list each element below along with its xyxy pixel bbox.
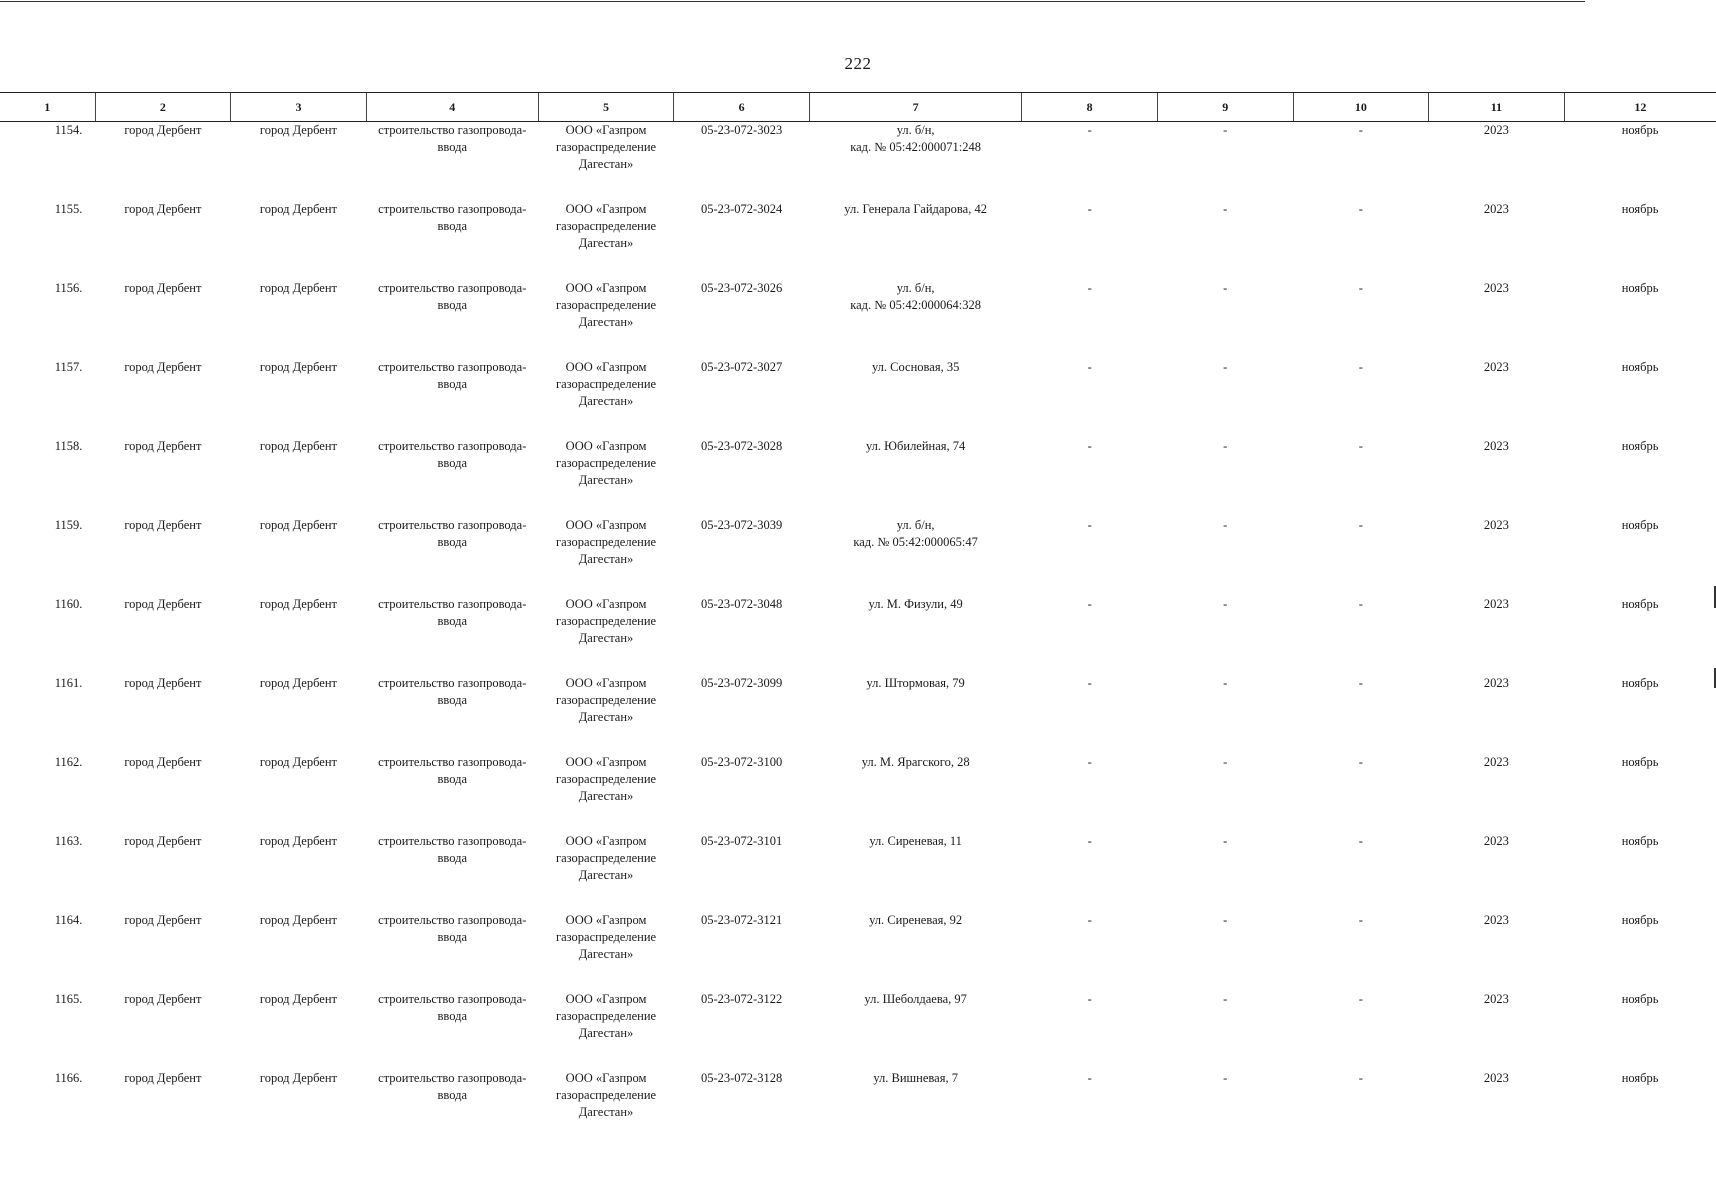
column-8-cell: - [1087,597,1092,611]
work-type-cell-line: строительство газопровода- [378,281,527,295]
month-cell: ноябрь [1621,597,1659,611]
operator-cell-line: газораспределение [555,219,657,233]
month-cell: ноябрь [1621,439,1659,453]
settlement-cell: город Дербент [259,202,337,216]
column-10-cell: - [1358,202,1363,216]
row-number: 1157. [54,360,83,374]
object-code-cell: 05-23-072-3048 [700,597,783,611]
object-code-cell: 05-23-072-3099 [700,676,783,690]
operator-cell-line: Дагестан» [578,789,634,803]
year-cell: 2023 [1483,439,1509,453]
operator-cell-line: газораспределение [555,851,657,865]
work-type-cell [366,833,538,912]
address-cell-line: ул. Юбилейная, 74 [865,439,966,453]
operator-cell-line: Дагестан» [578,236,634,250]
operator-cell [538,912,674,991]
object-code-cell: 05-23-072-3023 [700,123,783,137]
row-number: 1155. [54,202,83,216]
year-cell: 2023 [1483,518,1509,532]
year-cell: 2023 [1483,755,1509,769]
address-cell [809,675,1021,754]
settlement-cell: город Дербент [259,913,337,927]
operator-cell-line: ООО «Газпром [565,281,647,295]
row-number: 1159. [54,518,83,532]
column-9-cell: - [1223,834,1228,848]
table-row [0,517,1716,596]
column-9-cell: - [1223,676,1228,690]
operator-cell [538,438,674,517]
address-cell-line: ул. Сосновая, 35 [871,360,960,374]
column-8-cell: - [1087,913,1092,927]
municipality-cell: город Дербент [124,439,202,453]
row-number: 1160. [54,597,83,611]
municipality-cell: город Дербент [124,360,202,374]
work-type-cell [366,754,538,833]
operator-cell-line: газораспределение [555,930,657,944]
operator-cell-line: Дагестан» [578,157,634,171]
work-type-cell-line: строительство газопровода- [378,439,527,453]
column-header: 7 [809,93,1021,122]
year-cell: 2023 [1483,676,1509,690]
work-type-cell-line: строительство газопровода- [378,834,527,848]
object-code-cell: 05-23-072-3026 [700,281,783,295]
month-cell: ноябрь [1621,123,1659,137]
row-number: 1166. [54,1071,83,1085]
table-row [0,912,1716,991]
operator-cell-line: ООО «Газпром [565,913,647,927]
work-type-cell [366,991,538,1070]
operator-cell-line: ООО «Газпром [565,992,647,1006]
row-number: 1156. [54,281,83,295]
address-cell [809,201,1021,280]
column-8-cell: - [1087,360,1092,374]
settlement-cell: город Дербент [259,755,337,769]
settlement-cell: город Дербент [259,992,337,1006]
column-10-cell: - [1358,834,1363,848]
column-9-cell: - [1223,755,1228,769]
column-header: 6 [674,93,810,122]
operator-cell [538,280,674,359]
address-cell-line: ул. Сиреневая, 92 [869,913,963,927]
column-header: 1 [0,93,95,122]
column-header: 3 [231,93,367,122]
year-cell: 2023 [1483,834,1509,848]
column-9-cell: - [1223,1071,1228,1085]
address-cell-line: ул. б/н, [896,281,935,295]
year-cell: 2023 [1483,992,1509,1006]
address-cell-line: кад. № 05:42:000064:328 [850,298,982,312]
address-cell [809,833,1021,912]
operator-cell-line: ООО «Газпром [565,123,647,137]
operator-cell-line: ООО «Газпром [565,676,647,690]
table-row [0,1070,1716,1149]
settlement-cell: город Дербент [259,439,337,453]
column-10-cell: - [1358,360,1363,374]
work-type-cell-line: строительство газопровода- [378,597,527,611]
address-cell [809,517,1021,596]
column-10-cell: - [1358,518,1363,532]
column-8-cell: - [1087,834,1092,848]
column-header: 8 [1022,93,1158,122]
municipality-cell: город Дербент [124,913,202,927]
object-code-cell: 05-23-072-3027 [700,360,783,374]
column-10-cell: - [1358,281,1363,295]
operator-cell-line: Дагестан» [578,315,634,329]
work-type-cell [366,675,538,754]
header-row [0,93,1716,122]
address-cell-line: кад. № 05:42:000071:248 [850,140,982,154]
operator-cell-line: газораспределение [555,693,657,707]
operator-cell-line: газораспределение [555,535,657,549]
operator-cell-line: газораспределение [555,1088,657,1102]
settlement-cell: город Дербент [259,834,337,848]
column-10-cell: - [1358,597,1363,611]
column-10-cell: - [1358,755,1363,769]
work-type-cell [366,201,538,280]
operator-cell-line: газораспределение [555,456,657,470]
operator-cell-line: Дагестан» [578,394,634,408]
object-code-cell: 05-23-072-3039 [700,518,783,532]
object-code-cell: 05-23-072-3028 [700,439,783,453]
settlement-cell: город Дербент [259,281,337,295]
work-type-cell-line: строительство газопровода- [378,1071,527,1085]
column-8-cell: - [1087,755,1092,769]
work-type-cell-line: строительство газопровода- [378,202,527,216]
table-body [0,122,1716,1150]
month-cell: ноябрь [1621,202,1659,216]
settlement-cell: город Дербент [259,360,337,374]
work-type-cell-line: ввода [437,1088,468,1102]
operator-cell [538,1070,674,1149]
column-9-cell: - [1223,202,1228,216]
work-type-cell-line: строительство газопровода- [378,992,527,1006]
operator-cell-line: газораспределение [555,614,657,628]
operator-cell [538,201,674,280]
operator-cell-line: газораспределение [555,772,657,786]
operator-cell-line: Дагестан» [578,710,634,724]
operator-cell-line: Дагестан» [578,1105,634,1119]
operator-cell [538,675,674,754]
month-cell: ноябрь [1621,1071,1659,1085]
settlement-cell: город Дербент [259,1071,337,1085]
address-cell-line: ул. б/н, [896,518,935,532]
column-header: 9 [1157,93,1293,122]
operator-cell [538,754,674,833]
year-cell: 2023 [1483,1071,1509,1085]
row-number: 1162. [54,755,83,769]
column-header: 5 [538,93,674,122]
column-header: 12 [1564,93,1716,122]
column-10-cell: - [1358,913,1363,927]
table-row [0,596,1716,675]
column-9-cell: - [1223,439,1228,453]
month-cell: ноябрь [1621,676,1659,690]
municipality-cell: город Дербент [124,992,202,1006]
month-cell: ноябрь [1621,755,1659,769]
operator-cell [538,833,674,912]
operator-cell-line: Дагестан» [578,947,634,961]
operator-cell-line: ООО «Газпром [565,834,647,848]
operator-cell-line: ООО «Газпром [565,755,647,769]
operator-cell-line: ООО «Газпром [565,597,647,611]
municipality-cell: город Дербент [124,834,202,848]
year-cell: 2023 [1483,597,1509,611]
operator-cell-line: Дагестан» [578,631,634,645]
month-cell: ноябрь [1621,281,1659,295]
work-type-cell-line: строительство газопровода- [378,676,527,690]
object-code-cell: 05-23-072-3024 [700,202,783,216]
work-type-cell-line: строительство газопровода- [378,913,527,927]
address-cell [809,596,1021,675]
column-8-cell: - [1087,281,1092,295]
row-number: 1165. [54,992,83,1006]
settlement-cell: город Дербент [259,676,337,690]
column-10-cell: - [1358,439,1363,453]
work-type-cell-line: ввода [437,535,468,549]
operator-cell [538,991,674,1070]
work-type-cell-line: ввода [437,140,468,154]
table-row [0,675,1716,754]
column-9-cell: - [1223,597,1228,611]
row-number: 1164. [54,913,83,927]
column-9-cell: - [1223,518,1228,532]
work-type-cell-line: ввода [437,693,468,707]
address-cell-line: кад. № 05:42:000065:47 [853,535,978,549]
municipality-cell: город Дербент [124,1071,202,1085]
municipality-cell: город Дербент [124,597,202,611]
work-type-cell-line: ввода [437,219,468,233]
year-cell: 2023 [1483,913,1509,927]
column-header: 2 [95,93,231,122]
address-cell-line: ул. б/н, [896,123,935,137]
work-type-cell-line: строительство газопровода- [378,123,527,137]
table-row [0,754,1716,833]
address-cell [809,280,1021,359]
address-cell-line: ул. Шеболдаева, 97 [864,992,967,1006]
municipality-cell: город Дербент [124,676,202,690]
operator-cell-line: ООО «Газпром [565,360,647,374]
work-type-cell [366,596,538,675]
month-cell: ноябрь [1621,913,1659,927]
operator-cell [538,596,674,675]
month-cell: ноябрь [1621,360,1659,374]
register-table [0,92,1716,1149]
row-number: 1154. [54,123,83,137]
year-cell: 2023 [1483,360,1509,374]
operator-cell [538,517,674,596]
column-10-cell: - [1358,992,1363,1006]
work-type-cell [366,438,538,517]
work-type-cell [366,359,538,438]
operator-cell-line: газораспределение [555,377,657,391]
work-type-cell-line: ввода [437,614,468,628]
address-cell-line: ул. Штормовая, 79 [866,676,965,690]
month-cell: ноябрь [1621,992,1659,1006]
column-8-cell: - [1087,1071,1092,1085]
address-cell [809,359,1021,438]
row-number: 1158. [54,439,83,453]
work-type-cell [366,517,538,596]
column-8-cell: - [1087,123,1092,137]
work-type-cell-line: ввода [437,1009,468,1023]
object-code-cell: 05-23-072-3121 [700,913,783,927]
work-type-cell-line: ввода [437,377,468,391]
settlement-cell: город Дербент [259,123,337,137]
address-cell-line: ул. Генерала Гайдарова, 42 [844,202,987,216]
column-9-cell: - [1223,913,1228,927]
operator-cell-line: ООО «Газпром [565,202,647,216]
column-9-cell: - [1223,360,1228,374]
page-number: 222 [844,54,872,73]
operator-cell-line: Дагестан» [578,473,634,487]
column-10-cell: - [1358,1071,1363,1085]
address-cell [809,912,1021,991]
object-code-cell: 05-23-072-3100 [700,755,783,769]
operator-cell-line: газораспределение [555,298,657,312]
municipality-cell: город Дербент [124,518,202,532]
row-number: 1161. [54,676,83,690]
column-8-cell: - [1087,439,1092,453]
operator-cell [538,122,674,202]
object-code-cell: 05-23-072-3128 [700,1071,783,1085]
operator-cell-line: ООО «Газпром [565,439,647,453]
work-type-cell-line: строительство газопровода- [378,360,527,374]
table-row [0,833,1716,912]
work-type-cell [366,122,538,202]
municipality-cell: город Дербент [124,202,202,216]
column-8-cell: - [1087,518,1092,532]
address-cell-line: ул. М. Физули, 49 [868,597,963,611]
month-cell: ноябрь [1621,518,1659,532]
operator-cell-line: ООО «Газпром [565,1071,647,1085]
settlement-cell: город Дербент [259,597,337,611]
work-type-cell-line: ввода [437,851,468,865]
table-row [0,280,1716,359]
work-type-cell-line: ввода [437,930,468,944]
address-cell [809,1070,1021,1149]
municipality-cell: город Дербент [124,281,202,295]
work-type-cell-line: ввода [437,772,468,786]
address-cell [809,122,1021,202]
column-10-cell: - [1358,676,1363,690]
operator-cell-line: ООО «Газпром [565,518,647,532]
address-cell-line: ул. Сиреневая, 11 [869,834,962,848]
address-cell [809,438,1021,517]
work-type-cell-line: строительство газопровода- [378,755,527,769]
table-row [0,359,1716,438]
operator-cell-line: Дагестан» [578,868,634,882]
operator-cell-line: Дагестан» [578,552,634,566]
work-type-cell-line: строительство газопровода- [378,518,527,532]
column-header: 4 [366,93,538,122]
operator-cell [538,359,674,438]
address-cell [809,991,1021,1070]
column-header: 10 [1293,93,1429,122]
work-type-cell [366,280,538,359]
top-rule [0,1,1585,2]
address-cell [809,754,1021,833]
year-cell: 2023 [1483,123,1509,137]
column-8-cell: - [1087,676,1092,690]
address-cell-line: ул. М. Ярагского, 28 [861,755,970,769]
column-10-cell: - [1358,123,1363,137]
work-type-cell [366,1070,538,1149]
month-cell: ноябрь [1621,834,1659,848]
column-9-cell: - [1223,281,1228,295]
column-8-cell: - [1087,202,1092,216]
year-cell: 2023 [1483,202,1509,216]
column-header: 11 [1429,93,1565,122]
work-type-cell [366,912,538,991]
address-cell-line: ул. Вишневая, 7 [873,1071,958,1085]
column-8-cell: - [1087,992,1092,1006]
year-cell: 2023 [1483,281,1509,295]
column-9-cell: - [1223,123,1228,137]
work-type-cell-line: ввода [437,298,468,312]
work-type-cell-line: ввода [437,456,468,470]
column-9-cell: - [1223,992,1228,1006]
table-row [0,122,1716,202]
settlement-cell: город Дербент [259,518,337,532]
row-number: 1163. [54,834,83,848]
operator-cell-line: Дагестан» [578,1026,634,1040]
object-code-cell: 05-23-072-3101 [700,834,783,848]
table-row [0,438,1716,517]
operator-cell-line: газораспределение [555,140,657,154]
object-code-cell: 05-23-072-3122 [700,992,783,1006]
municipality-cell: город Дербент [124,755,202,769]
operator-cell-line: газораспределение [555,1009,657,1023]
table-row [0,991,1716,1070]
municipality-cell: город Дербент [124,123,202,137]
table-row [0,201,1716,280]
